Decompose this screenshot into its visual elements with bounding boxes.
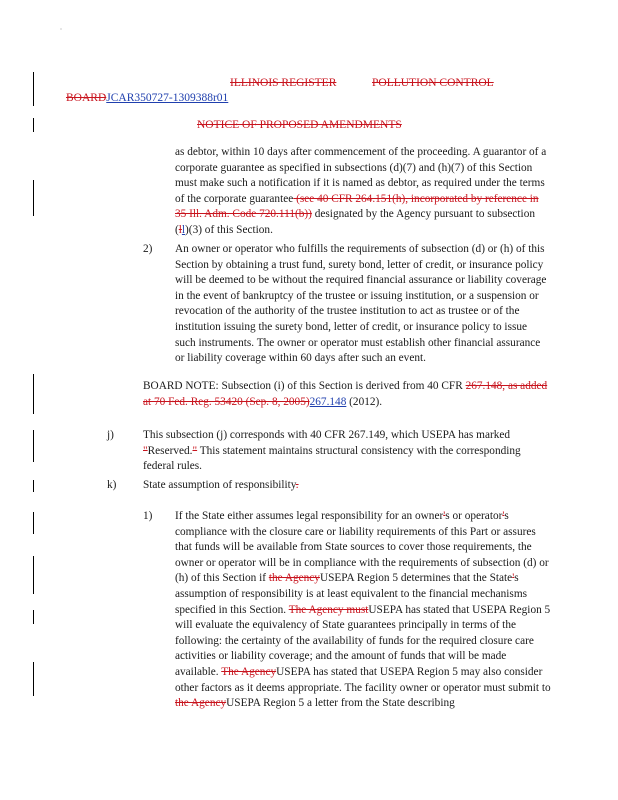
item-2-label: 2) <box>143 243 153 255</box>
jcar-inserted: JCAR350727-1309388r01 <box>106 92 229 104</box>
scan-speck <box>60 28 62 30</box>
item-j-text: This subsection (j) corresponds with 40 CFR 267.149, which USEPA has marked "Reserved." This statement maintains structural consistency with the corresponding federal rules. <box>143 429 521 473</box>
item-k1-text: If the State either assumes legal responsibility for an owner's or operator's compliance with the closure care or liability requirements of this Part or assures that funds will be available from State sources to cover those requirements, the owner or operator will be in compliance with the requirements of subsection (d) or (h) of this Section if the AgencyUSEPA Region 5 determines that the State's assumption of responsibility is at least equivalent to the financial mechanisms specified in this Section. The Agency mustUSEPA has stated that USEPA Region 5 will evaluate the equivalency of State guarantees principally in terms of the following: the certainty of the availability of funds for the required closure care activities or liability coverage; and the amount of funds that will be made available. The AgencyUSEPA has stated that USEPA Region 5 may also consider other factors as it deems appropriate. The facility owner or operator must submit to the AgencyUSEPA Region 5 a letter from the State describing <box>175 510 551 710</box>
change-bar <box>33 118 34 132</box>
deleted-fed-reg-citation: 267.148, as added at 70 Fed. Reg. 53420 (Sep. 8, 2005) <box>143 380 548 408</box>
board-jcar-line <box>66 91 228 105</box>
board-deleted: POLLUTION CONTROL <box>372 77 494 89</box>
deleted-the-agency-2: The Agency <box>221 665 277 678</box>
notice-deleted: NOTICE OF PROPOSED AMENDMENTS <box>197 119 402 131</box>
item-k1-label: 1) <box>143 510 153 522</box>
inserted-cfr-section: 267.148 <box>309 395 347 408</box>
deleted-agency-must: The Agency must <box>288 603 369 616</box>
board-note: BOARD NOTE: Subsection (i) of this Section is derived from 40 CFR 267.148, as added at 70 Fed. Reg. 53420 (Sep. 8, 2005)267.148 (2012). <box>143 380 548 408</box>
item-2-text: An owner or operator who fulfills the requirements of subsection (d) or (h) of this Section by obtaining a trust fund, surety bond, letter of credit, or insurance policy will be deemed to be without the required financial assurance or liability coverage in the event of bankruptcy of the trustee or issuing institution, or a suspension or revocation of the authority of the trustee institution to act as trustee or of the institution issuing the surety bond, letter of credit, or insurance policy to issue such instruments. The owner or operator must establish other financial assurance or liability coverage within 60 days after such an event. <box>175 243 547 365</box>
item-k-label: k) <box>107 479 117 491</box>
change-bar <box>33 512 34 534</box>
deleted-the-agency: the Agency <box>268 572 320 585</box>
board-deleted-2: BOARD <box>66 92 107 104</box>
change-bar <box>33 430 34 462</box>
change-bar <box>33 662 34 696</box>
change-bar <box>33 72 34 106</box>
bankruptcy-notification-paragraph: as debtor, within 10 days after commencement of the proceeding. A guarantor of a corporate guarantee as specified in subsections (d)(7) and (h)(7) of this Section must make such a notification if it is named as debtor, as required under the terms of the corporate guarantee (see 40 CFR 264.151(h), incorporated by reference in 35 Ill. Adm. Code 720.111(b)) designated by the Agency pursuant to subsection (ll)(3) of this Section. <box>175 146 547 236</box>
change-bar <box>33 480 34 492</box>
deleted-the-agency-3: the Agency <box>175 697 227 710</box>
register-deleted: ILLINOIS REGISTER <box>230 77 337 89</box>
item-k-heading: State assumption of responsibility. <box>143 479 299 491</box>
change-bar <box>33 610 34 624</box>
change-bar <box>33 556 34 594</box>
board-heading <box>372 76 494 90</box>
register-heading <box>230 76 336 90</box>
change-bar <box>33 180 34 216</box>
change-bar <box>33 374 34 414</box>
deleted-cfr-citation: (see 40 CFR 264.151(h), incorporated by reference in 35 Ill. Adm. Code 720.111(b)) <box>175 192 539 221</box>
item-j-label: j) <box>107 429 114 441</box>
notice-heading <box>197 118 402 132</box>
